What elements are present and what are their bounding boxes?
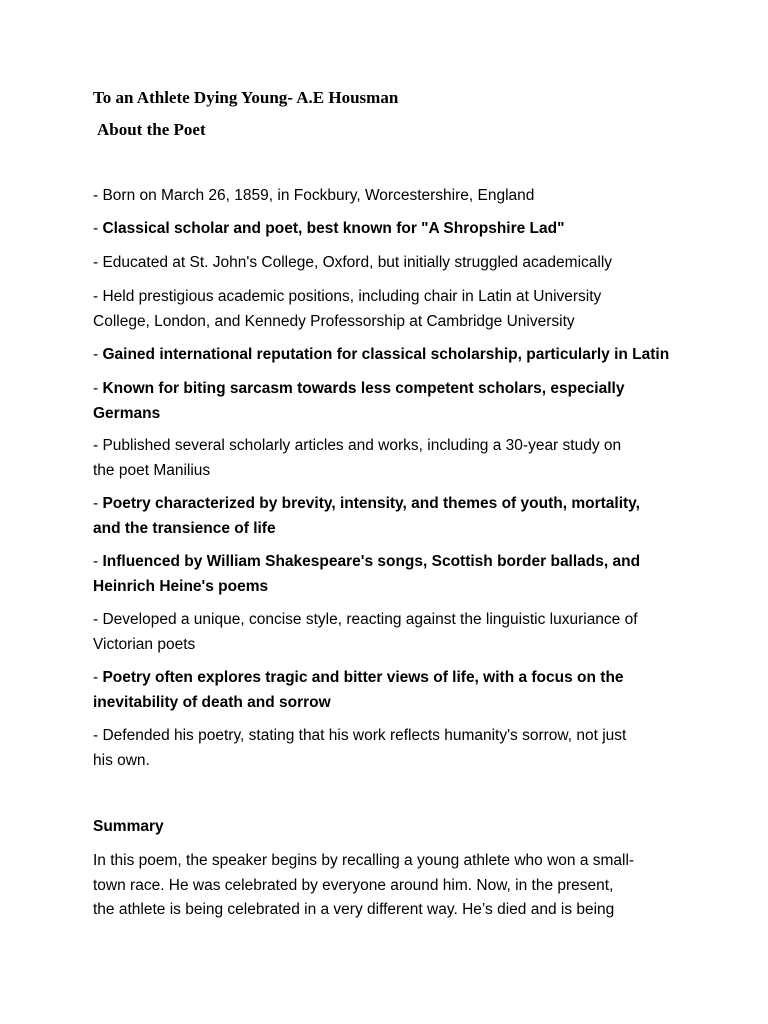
bullet-line: - Educated at St. John's College, Oxford, but initially struggled academically	[93, 254, 613, 271]
bullet-item	[93, 434, 683, 483]
bullet-line: Germans	[93, 404, 161, 422]
bullet-item	[93, 724, 683, 773]
bullet-line: - Known for biting sarcasm towards less competent scholars, especially	[93, 380, 625, 397]
bullet-item	[93, 492, 683, 541]
bullet-line: - Poetry characterized by brevity, intensity, and themes of youth, mortality,	[93, 495, 640, 512]
section-heading-about-the-poet: About the Poet	[97, 120, 206, 139]
summary-line: town race. He was celebrated by everyone around him. Now, in the present,	[93, 876, 614, 894]
bullet-item	[93, 285, 683, 334]
bullet-line: his own.	[93, 751, 150, 769]
summary-paragraph	[93, 849, 683, 923]
bullet-line: Heinrich Heine's poems	[93, 577, 269, 595]
bullet-item	[93, 343, 683, 368]
bullet-line: the poet Manilius	[93, 461, 211, 479]
bullet-line: - Held prestigious academic positions, including chair in Latin at University	[93, 288, 602, 305]
summary-heading: Summary	[93, 818, 164, 835]
bullet-line: - Gained international reputation for classical scholarship, particularly in Latin	[93, 346, 670, 363]
bullet-item	[93, 550, 683, 599]
document-title: To an Athlete Dying Young- A.E Housman	[93, 88, 399, 107]
bullet-item	[93, 217, 683, 242]
bullet-line: inevitability of death and sorrow	[93, 693, 331, 711]
summary-line: In this poem, the speaker begins by recalling a young athlete who won a small-	[93, 852, 635, 869]
bullet-line: - Published several scholarly articles and works, including a 30-year study on	[93, 437, 622, 454]
bullet-line: - Defended his poetry, stating that his work reflects humanity's sorrow, not just	[93, 727, 627, 744]
bullet-line: - Influenced by William Shakespeare's songs, Scottish border ballads, and	[93, 553, 641, 570]
bullet-line: - Developed a unique, concise style, reacting against the linguistic luxuriance of	[93, 611, 638, 628]
bullet-line: - Born on March 26, 1859, in Fockbury, Worcestershire, England	[93, 187, 535, 204]
bullet-item	[93, 608, 683, 657]
bullet-item	[93, 666, 683, 715]
bullet-item	[93, 184, 683, 209]
bullet-line: Victorian poets	[93, 635, 196, 653]
bullet-line: College, London, and Kennedy Professorship at Cambridge University	[93, 312, 575, 330]
summary-line: the athlete is being celebrated in a very different way. He’s died and is being	[93, 901, 615, 918]
bullet-line: - Poetry often explores tragic and bitter views of life, with a focus on the	[93, 669, 624, 686]
bullet-item	[93, 377, 683, 426]
bullet-line: and the transience of life	[93, 519, 276, 537]
bullet-line: - Classical scholar and poet, best known for "A Shropshire Lad"	[93, 220, 565, 237]
bullet-item	[93, 251, 683, 276]
